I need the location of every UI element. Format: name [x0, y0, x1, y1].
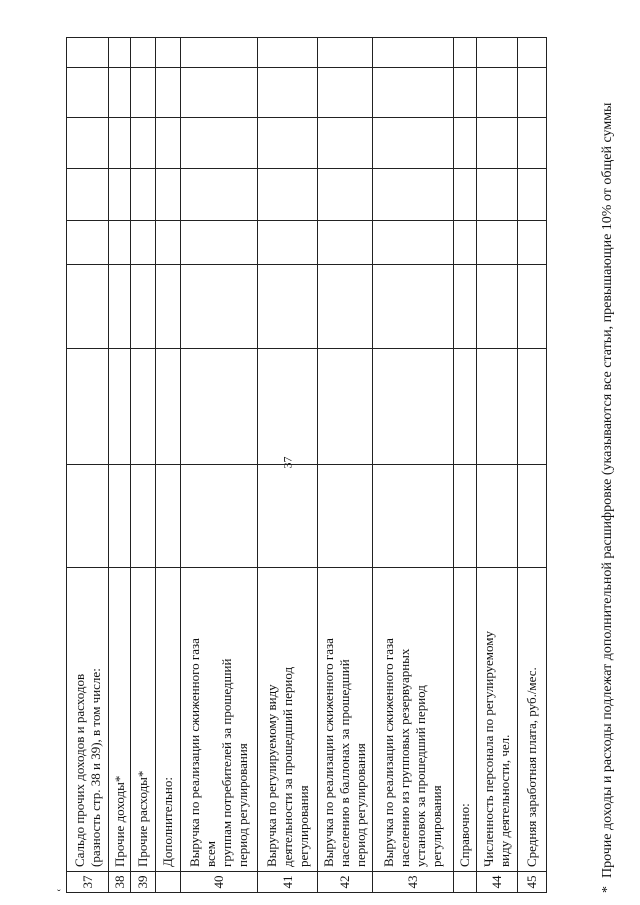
value-cell: [318, 169, 373, 221]
value-cell: [131, 221, 156, 265]
row-label-line: всем: [203, 841, 218, 867]
value-cell: [454, 349, 477, 465]
value-cell: [318, 465, 373, 568]
value-cell: [109, 265, 131, 349]
value-cell: [181, 465, 258, 568]
value-cell: [258, 68, 318, 118]
value-cell: [156, 169, 181, 221]
value-cell: [109, 118, 131, 169]
row-number: 39: [131, 872, 156, 893]
value-cell: [477, 68, 518, 118]
table-row: [318, 38, 373, 893]
row-label-line: Выручка по реализации сжиженного газа: [321, 638, 336, 867]
value-cell: [67, 68, 109, 118]
scan-mark: ˇ: [57, 888, 61, 900]
value-cell: [318, 221, 373, 265]
value-cell: [477, 465, 518, 568]
value-cell: [477, 169, 518, 221]
row-label: [454, 568, 477, 872]
value-cell: [181, 38, 258, 68]
row-number: [454, 872, 477, 893]
value-cell: [518, 465, 547, 568]
row-label: [318, 568, 373, 872]
row-number: [156, 872, 181, 893]
row-label-line: населению в баллонах за прошедший: [337, 659, 352, 867]
value-cell: [109, 465, 131, 568]
value-cell: [373, 169, 454, 221]
row-label-line: период регулирования: [353, 743, 368, 867]
value-cell: [181, 68, 258, 118]
row-label-line: Прочие доходы*: [111, 775, 127, 867]
value-cell: [67, 169, 109, 221]
value-cell: [454, 465, 477, 568]
value-cell: [518, 221, 547, 265]
row-label-line: Справочно:: [457, 803, 472, 867]
table-row: [181, 38, 258, 893]
row-label-line: регулирования: [295, 785, 311, 867]
row-label: [67, 568, 109, 872]
value-cell: [156, 465, 181, 568]
value-cell: [181, 221, 258, 265]
value-cell: [131, 169, 156, 221]
value-cell: [373, 38, 454, 68]
table-row: [109, 38, 131, 893]
row-label-line: (разность стр. 38 и 39), в том числе:: [87, 668, 103, 867]
row-label-line: Выручка по регулируемому виду: [263, 684, 279, 867]
row-label-line: деятельности за прошедший период: [279, 666, 295, 867]
row-label-line: виду деятельности, чел.: [497, 734, 512, 867]
table-row: [454, 38, 477, 893]
value-cell: [373, 265, 454, 349]
row-label: [477, 568, 518, 872]
value-cell: [156, 38, 181, 68]
value-cell: [518, 118, 547, 169]
value-cell: [373, 68, 454, 118]
row-number: 40: [181, 872, 258, 893]
row-label-line: Выручка по реализации сжиженного газа: [187, 638, 202, 867]
row-label: [373, 568, 454, 872]
row-label-line: период регулирования: [235, 743, 250, 867]
value-cell: [258, 38, 318, 68]
row-label: [131, 568, 156, 872]
value-cell: [109, 38, 131, 68]
value-cell: [156, 118, 181, 169]
table-row: [67, 38, 109, 893]
row-label-line: установок за прошедший период: [413, 685, 428, 867]
row-label-line: Дополнительно:: [160, 777, 175, 867]
value-cell: [454, 221, 477, 265]
value-cell: [454, 265, 477, 349]
table-row: [131, 38, 156, 893]
value-cell: [258, 265, 318, 349]
table-row: [156, 38, 181, 893]
value-cell: [518, 349, 547, 465]
report-table-container: [66, 38, 546, 893]
value-cell: [373, 349, 454, 465]
value-cell: [258, 169, 318, 221]
row-number: 42: [318, 872, 373, 893]
value-cell: [181, 265, 258, 349]
value-cell: [318, 38, 373, 68]
value-cell: [258, 465, 318, 568]
value-cell: [454, 38, 477, 68]
value-cell: [454, 169, 477, 221]
row-label: [518, 568, 547, 872]
footnote-text: Прочие доходы и расходы подлежат дополнительной расшифровке (указываются все статьи, превышающие 10% от общей суммы: [600, 102, 615, 878]
value-cell: [518, 169, 547, 221]
value-cell: [518, 68, 547, 118]
value-cell: [477, 38, 518, 68]
row-label-line: населению из групповых резервуарных: [397, 648, 412, 867]
value-cell: [518, 265, 547, 349]
value-cell: [181, 349, 258, 465]
value-cell: [131, 38, 156, 68]
value-cell: [109, 221, 131, 265]
value-cell: [109, 169, 131, 221]
footnote-marker: *: [600, 886, 615, 893]
row-number: 44: [477, 872, 518, 893]
value-cell: [318, 68, 373, 118]
value-cell: [373, 465, 454, 568]
value-cell: [373, 221, 454, 265]
value-cell: [156, 68, 181, 118]
row-label: [181, 568, 258, 872]
value-cell: [318, 265, 373, 349]
value-cell: [131, 118, 156, 169]
footnote: [600, 23, 616, 893]
value-cell: [181, 118, 258, 169]
value-cell: [67, 38, 109, 68]
row-label: [156, 568, 181, 872]
row-number: 43: [373, 872, 454, 893]
table-row: [518, 38, 547, 893]
page-number: 37: [280, 456, 295, 469]
value-cell: [67, 118, 109, 169]
value-cell: [109, 68, 131, 118]
value-cell: [258, 349, 318, 465]
value-cell: [477, 118, 518, 169]
row-label-line: Выручка по реализации сжиженного газа: [381, 638, 396, 867]
value-cell: [131, 465, 156, 568]
value-cell: [318, 118, 373, 169]
value-cell: [156, 265, 181, 349]
row-label-line: группам потребителей за прошедший: [219, 658, 234, 867]
row-label-line: Прочие расходы*: [135, 770, 150, 867]
table-row: [477, 38, 518, 893]
value-cell: [454, 68, 477, 118]
value-cell: [258, 118, 318, 169]
row-label-line: Средняя заработная плата, руб./мес.: [524, 667, 539, 867]
value-cell: [131, 349, 156, 465]
report-table: [66, 37, 547, 893]
value-cell: [67, 465, 109, 568]
row-number: 38: [109, 872, 131, 893]
value-cell: [131, 68, 156, 118]
value-cell: [156, 221, 181, 265]
row-label: [258, 568, 318, 872]
row-number: 37: [67, 872, 109, 893]
value-cell: [67, 265, 109, 349]
value-cell: [518, 38, 547, 68]
value-cell: [67, 221, 109, 265]
value-cell: [477, 349, 518, 465]
row-number: 41: [258, 872, 318, 893]
row-label-line: Численность персонала по регулируемому: [481, 631, 496, 867]
value-cell: [477, 265, 518, 349]
value-cell: [258, 221, 318, 265]
value-cell: [156, 349, 181, 465]
value-cell: [67, 349, 109, 465]
value-cell: [373, 118, 454, 169]
table-row: [373, 38, 454, 893]
value-cell: [477, 221, 518, 265]
row-label-line: регулирования: [429, 785, 444, 867]
row-label-line: Сальдо прочих доходов и расходов: [71, 673, 87, 867]
row-number: 45: [518, 872, 547, 893]
value-cell: [318, 349, 373, 465]
value-cell: [454, 118, 477, 169]
table-row: [258, 38, 318, 893]
value-cell: [181, 169, 258, 221]
value-cell: [131, 265, 156, 349]
value-cell: [109, 349, 131, 465]
row-label: [109, 568, 131, 872]
